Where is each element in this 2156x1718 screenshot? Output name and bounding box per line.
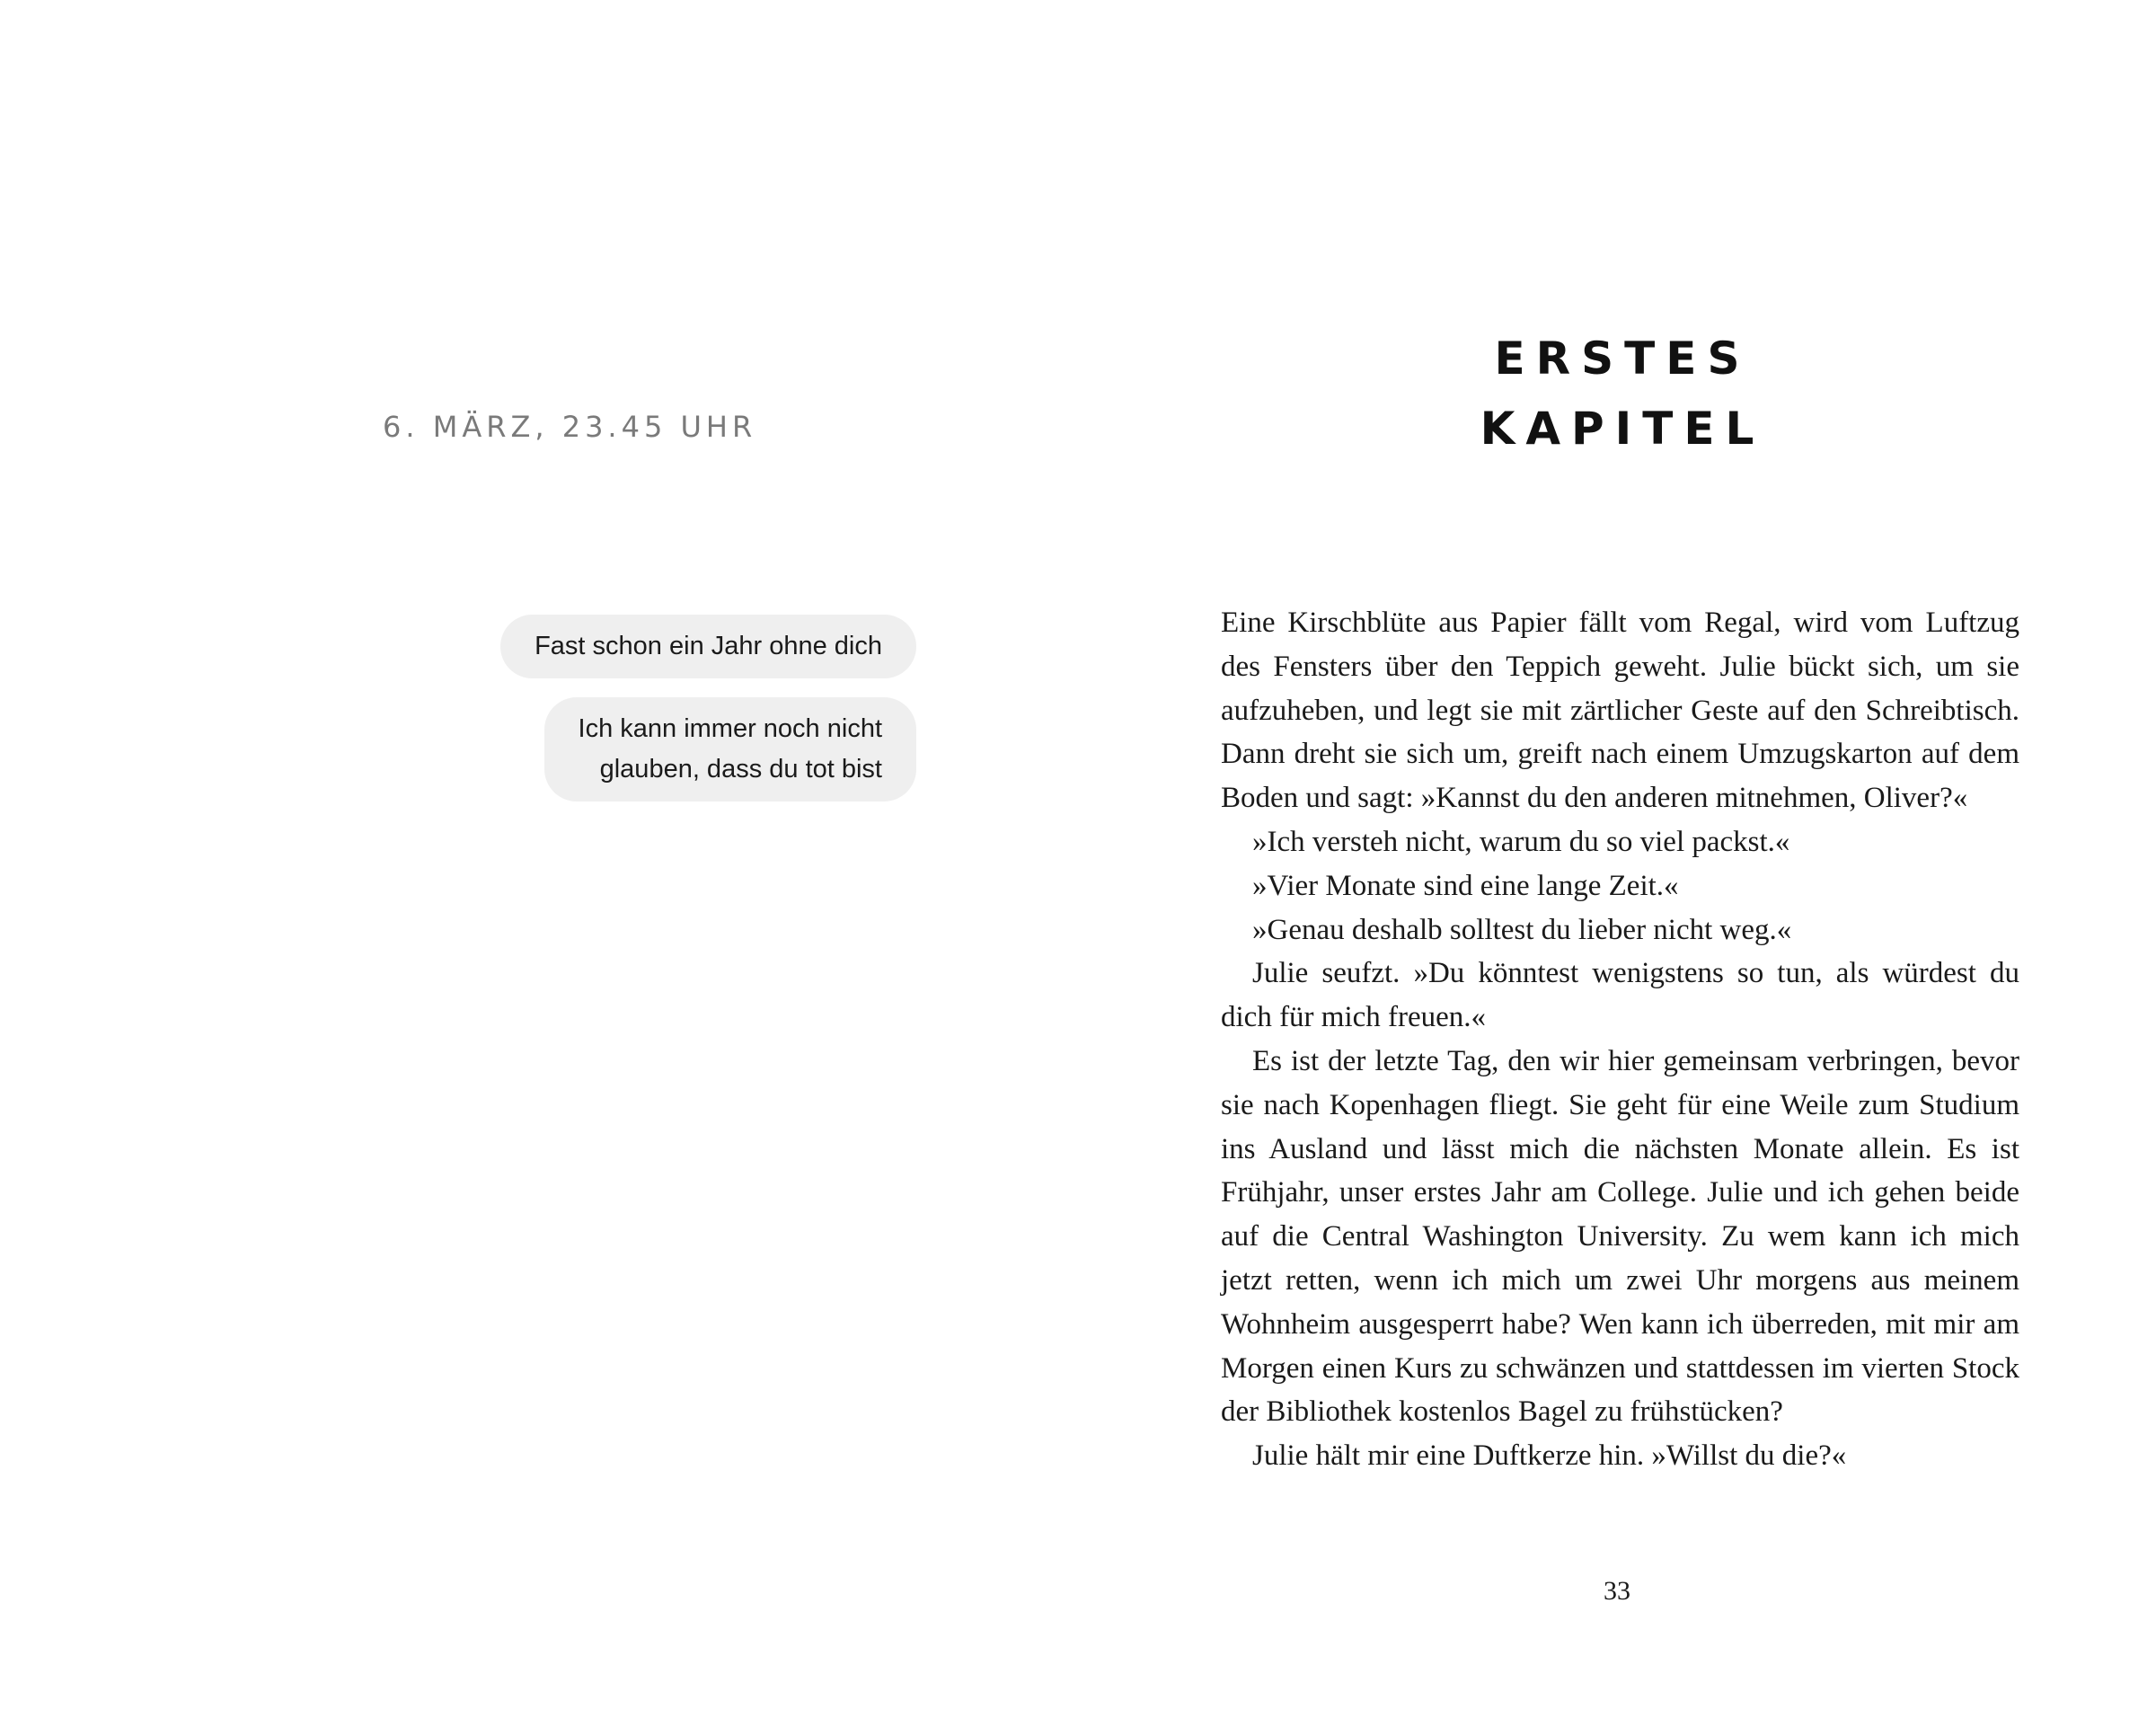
paragraph: Es ist der letzte Tag, den wir hier gemeinsam verbringen, bevor sie nach Kopenhagen fliegt. Sie geht für eine Weile zum Studium ins Ausland und lässt mich die nächsten Monate allein. Es ist Frühjahr, unser erstes Jahr am College. Julie und ich gehen beide auf die Central Washington University. Zu wem kann ich mich jetzt retten, wenn ich mich um zwei Uhr morgens aus meinem Wohnheim ausgesperrt habe? Wen kann ich überreden, mit mir am Morgen einen Kurs zu schwänzen und stattdessen im vierten Stock der Bibliothek kostenlos Bagel zu frühstücken? [1221, 1044, 2019, 1429]
chapter-title-line: KAPITEL [1480, 403, 1765, 455]
message-bubble [544, 697, 916, 801]
message-timestamp: 6. MÄRZ, 23.45 UHR [383, 410, 757, 444]
paragraph: »Vier Monate sind eine lange Zeit.« [1252, 869, 1679, 902]
paragraph: Julie hält mir eine Duftkerze hin. »Willst du die?« [1252, 1439, 1847, 1473]
right-page [1078, 0, 2156, 1718]
chapter-title-line: ERSTES [1494, 332, 1751, 385]
paragraph: »Ich versteh nicht, warum du so viel packst.« [1252, 825, 1790, 858]
page-number: 33 [1604, 1576, 1630, 1606]
paragraph: Julie seufzt. »Du könntest wenigstens so tun, als würdest du dich für mich freuen.« [1221, 957, 2019, 1034]
chapter-title [1078, 323, 2156, 464]
paragraph: »Genau deshalb solltest du lieber nicht weg.« [1252, 913, 1792, 946]
chapter-body [1221, 601, 2019, 1478]
message-text: glauben, dass du tot bist [599, 755, 882, 784]
message-text: Fast schon ein Jahr ohne dich [535, 632, 882, 660]
paragraph: Eine Kirschblüte aus Papier fällt vom Regal, wird vom Luftzug des Fensters über den Teppich geweht. Julie bückt sich, um sie aufzuheben, und legt sie mit zärtlicher Geste auf den Schreibtisch. Dann dreht sie sich um, greift nach einem Umzugskarton auf dem Boden und sagt: »Kannst du den anderen mitnehmen, Oliver?« [1221, 607, 2019, 815]
message-bubble [500, 615, 916, 678]
message-text: Ich kann immer noch nicht [578, 714, 882, 743]
